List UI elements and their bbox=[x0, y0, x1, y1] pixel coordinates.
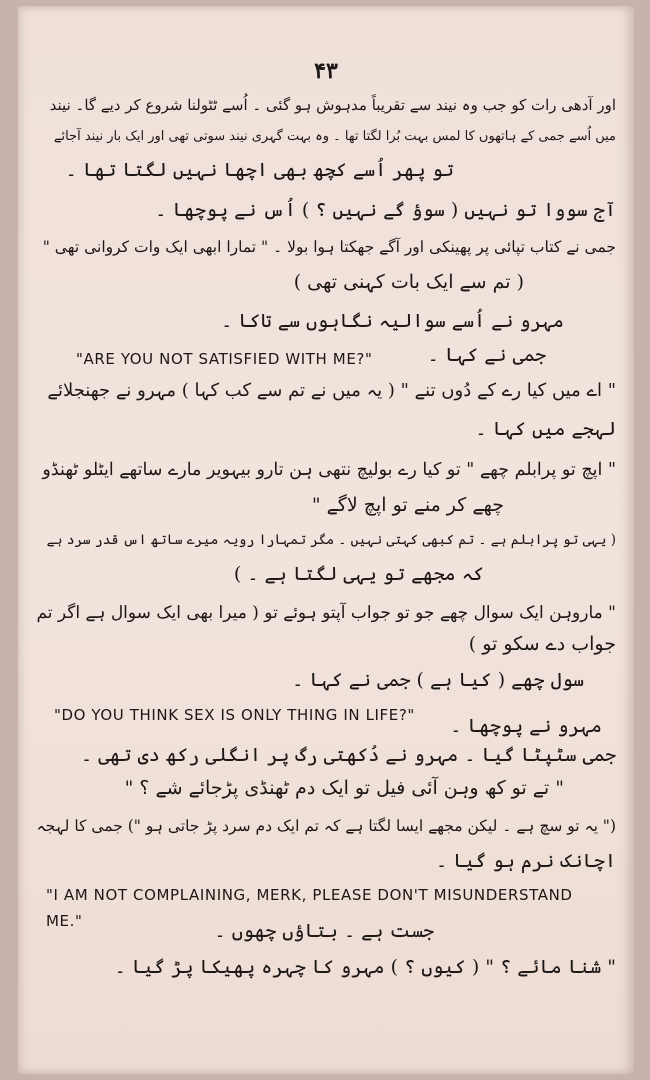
text-line-9: " اے میں کیا رے کے دُوں تنے " ( یہ میں نے تم سے کب کہا ) مہرو نے جھنجلائے bbox=[47, 380, 616, 401]
english-line-4: ME." bbox=[46, 912, 83, 930]
text-line-10: لہجے میں کہا ۔ bbox=[475, 418, 616, 440]
text-line-16: جواب دے سکو تو ) bbox=[468, 633, 616, 655]
text-line-19: جمی سٹپٹا گیا ۔ مہرو نے دُکھتی رگ پر انگلی رکھ دی تھی ۔ bbox=[81, 744, 616, 766]
text-line-7: مہرو نے اُسے سوالیہ نگاہوں سے تاکا ۔ bbox=[221, 310, 564, 332]
text-line-12: چھے کر منے تو اپچ لاگے " bbox=[311, 494, 504, 516]
english-line-1: "ARE YOU NOT SATISFIED WITH ME?" bbox=[76, 350, 373, 368]
text-line-24: " شنا مائے ؟ " ( کیوں ؟ ) مہرو کا چہرہ پھیکا پڑ گیا ۔ bbox=[114, 956, 616, 978]
text-line-23: جست ہے ۔ بتاؤں چھوں ۔ bbox=[214, 920, 434, 942]
text-line-5: جمی نے کتاب تپائی پر پھینکی اور آگے جھکتا ہوا بولا ۔ " تمارا ابھی ایک وات کروانی تھی " bbox=[42, 238, 616, 256]
text-line-20: " تے تو کھ وہن آئی فیل تو ایک دم ٹھنڈی پڑجائے شے ؟ " bbox=[124, 777, 564, 799]
page-number: ۴۳ bbox=[314, 58, 338, 84]
text-line-15: " ماروہن ایک سوال چھے جو تو جواب آپتو ہوئے تو ( میرا بھی ایک سوال ہے اگر تم bbox=[36, 603, 616, 623]
book-page bbox=[18, 6, 634, 1074]
text-line-18: مہرو نے پوچھا ۔ bbox=[450, 715, 602, 737]
text-line-2: میں اُسے جمی کے ہاتھوں کا لمس بہت بُرا لگتا تھا ۔ وہ بہت گہری نیند سوتی تھی اور ایک بار نیند آجائے bbox=[53, 129, 616, 144]
text-line-21: (" یہ تو سچ ہے ۔ لیکن مجھے ایسا لگتا ہے کہ تم ایک دم سرد پڑ جاتی ہو ") جمی کا لہجہ bbox=[36, 817, 616, 835]
text-line-4: آج سووا تو نہیں ( سوؤ گے نہیں ؟ ) اُس نے پوچھا ۔ bbox=[155, 199, 616, 221]
text-line-13: ( یہی تو پرابلم ہے ۔ تم کبھی کہتی نہیں ۔ مگر تمہارا رویہ میرے ساتھ اس قدر سرد ہے bbox=[46, 532, 616, 548]
text-line-14: کہ مجھے تو یہی لگتا ہے ۔ ) bbox=[233, 563, 484, 585]
text-line-1: اور آدھی رات کو جب وہ نیند سے تقریباً مدہوش ہو گئی ۔ اُسے ٹٹولنا شروع کر دیے گا۔ نیند bbox=[49, 96, 616, 114]
text-line-3: تو پھر اُسے کچھ بھی اچھا نہیں لگتا تھا ۔ bbox=[65, 159, 454, 181]
english-line-3: "I AM NOT COMPLAINING, MERK, PLEASE DON'T MISUNDERSTAND bbox=[46, 886, 573, 904]
text-line-22: اچانک نرم ہو گیا ۔ bbox=[435, 850, 616, 872]
text-line-6: ( تم سے ایک بات کہنی تھی ) bbox=[293, 271, 524, 293]
text-line-11: " اپچ تو پرابلم چھے " تو کیا رے بولیچ نتھی ہن تارو بیہویر مارے ساتھے ایٹلو ٹھنڈو bbox=[42, 460, 616, 480]
english-line-2: "DO YOU THINK SEX IS ONLY THING IN LIFE?" bbox=[54, 706, 415, 724]
text-line-8: جمی نے کہا ۔ bbox=[427, 344, 546, 366]
text-line-17: سول چھے ( کیا ہے ) جمی نے کہا ۔ bbox=[292, 669, 584, 691]
